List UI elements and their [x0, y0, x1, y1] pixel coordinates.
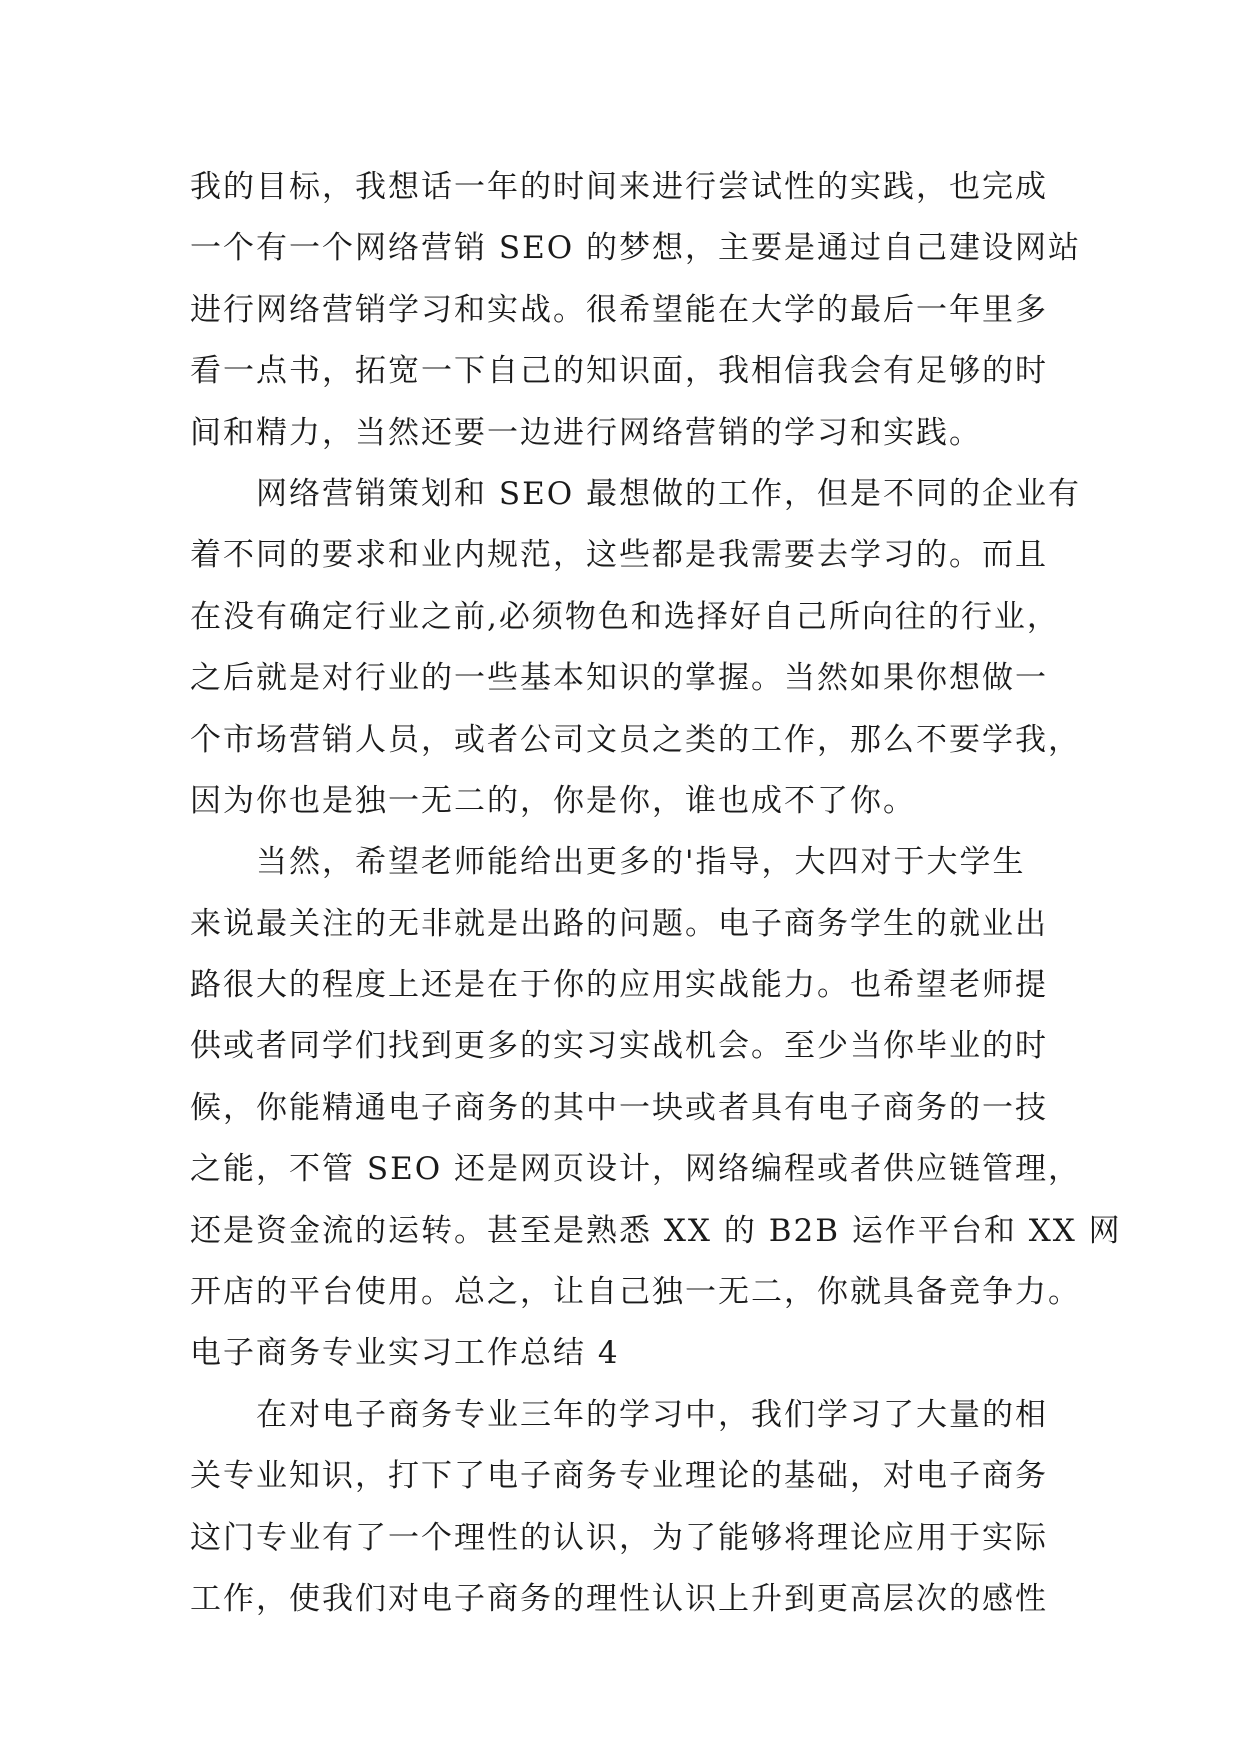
text-line: 关专业知识，打下了电子商务专业理论的基础，对电子商务 — [190, 1458, 1048, 1495]
section-heading: 电子商务专业实习工作总结 4 — [190, 1335, 620, 1372]
text-line: 间和精力，当然还要一边进行网络营销的学习和实践。 — [190, 414, 982, 451]
text-line: 当然，希望老师能给出更多的'指导，大四对于大学生 — [190, 844, 1026, 881]
text-line: 还是资金流的运转。甚至是熟悉 XX 的 B2B 运作平台和 XX 网 — [190, 1212, 1122, 1249]
text-line: 工作，使我们对电子商务的理性认识上升到更高层次的感性 — [190, 1580, 1048, 1617]
text-line: 我的目标，我想话一年的时间来进行尝试性的实践，也完成 — [190, 169, 1048, 205]
text-line: 在没有确定行业之前,必须物色和选择好自己所向往的行业， — [190, 598, 1060, 635]
text-line: 进行网络营销学习和实战。很希望能在大学的最后一年里多 — [190, 291, 1048, 328]
text-line: 着不同的要求和业内规范，这些都是我需要去学习的。而且 — [190, 537, 1048, 574]
text-line: 开店的平台使用。总之，让自己独一无二，你就具备竞争力。 — [190, 1274, 1081, 1311]
text-line: 因为你也是独一无二的，你是你，谁也成不了你。 — [190, 782, 916, 819]
text-line: 个市场营销人员，或者公司文员之类的工作，那么不要学我， — [190, 721, 1081, 758]
text-line: 网络营销策划和 SEO 最想做的工作，但是不同的企业有 — [190, 475, 1081, 512]
text-line: 一个有一个网络营销 SEO 的梦想，主要是通过自己建设网站 — [190, 230, 1081, 267]
text-line: 之后就是对行业的一些基本知识的掌握。当然如果你想做一 — [190, 660, 1048, 697]
text-line: 这门专业有了一个理性的认识，为了能够将理论应用于实际 — [190, 1519, 1048, 1556]
text-line: 候，你能精通电子商务的其中一块或者具有电子商务的一技 — [190, 1089, 1048, 1126]
text-line: 来说最关注的无非就是出路的问题。电子商务学生的就业出 — [190, 905, 1048, 942]
text-line: 在对电子商务专业三年的学习中，我们学习了大量的相 — [190, 1396, 1048, 1433]
document-body — [190, 157, 1122, 1630]
text-line: 路很大的程度上还是在于你的应用实战能力。也希望老师提 — [190, 967, 1048, 1004]
text-line: 看一点书，拓宽一下自己的知识面，我相信我会有足够的时 — [190, 353, 1048, 390]
text-line: 供或者同学们找到更多的实习实战机会。至少当你毕业的时 — [190, 1028, 1048, 1065]
text-line: 之能，不管 SEO 还是网页设计，网络编程或者供应链管理， — [190, 1151, 1081, 1188]
